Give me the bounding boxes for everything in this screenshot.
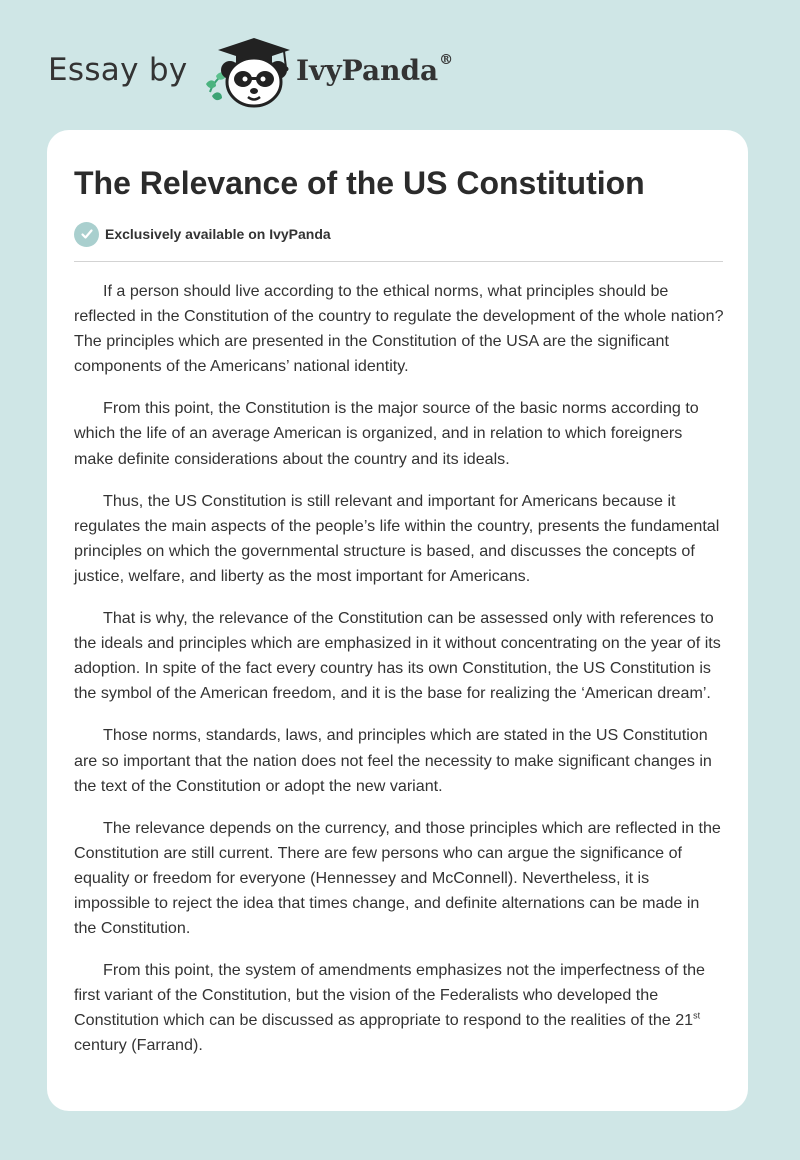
- brand-name[interactable]: [296, 54, 453, 87]
- essay-body: [74, 279, 726, 1076]
- brand-text: IvyPanda: [296, 54, 439, 87]
- paragraph-3: Thus, the US Constitution is still relevant and important for Americans because it regulates the main aspects of the people’s life within the country, presents the fundamental principles on which the governmental structure is based, and discusses the concepts of justice, welfare, and liberty as the most important for Americans.: [74, 491, 720, 585]
- paragraph-5: Those norms, standards, laws, and principles which are stated in the US Constitution are so important that the nation does not feel the necessity to make significant changes in the text of the Constitution or adopt the new variant.: [74, 726, 712, 795]
- exclusive-badge: [74, 221, 331, 247]
- paragraph-7-end: century (Farrand).: [74, 1036, 203, 1055]
- paragraph-4: That is why, the relevance of the Constitution can be assessed only with references to the ideals and principles which are emphasized in it without concentrating on the year of its adoption. In spite of the fact every country has its own Constitution, the US Constitution is the symbol of the American freedom, and it is the base for realizing the ‘American dream’.: [74, 609, 721, 703]
- essay-card: [47, 130, 748, 1111]
- badge-text: Exclusively available on IvyPanda: [105, 226, 331, 242]
- registered-mark: ®: [439, 52, 454, 68]
- paragraph-1: If a person should live according to the ethical norms, what principles should be reflected in the Constitution of the country to regulate the development of the whole nation? The principles which are presented in the Constitution of the USA are the significant components of the Americans’ national identity.: [74, 282, 724, 376]
- page-title: The Relevance of the US Constitution: [74, 165, 645, 201]
- site-header: [0, 0, 800, 130]
- paragraph-7-text: From this point, the system of amendments emphasizes not the imperfectness of the first variant of the Constitution, but the vision of the Federalists who developed the Constitution which can be discussed as appropriate to respond to the realities of the 21: [74, 961, 706, 1030]
- ordinal-suffix: st: [693, 1010, 701, 1021]
- paragraph-7: [74, 958, 726, 1058]
- essay-by-label: Essay by: [48, 52, 188, 88]
- check-circle-icon: [74, 222, 99, 247]
- panda-graduate-icon[interactable]: [200, 36, 292, 110]
- paragraph-2: From this point, the Constitution is the major source of the basic norms according to which the life of an average American is organized, and in relation to which foreigners make definite considerations about the country and its ideals.: [74, 399, 699, 468]
- paragraph-6: The relevance depends on the currency, and those principles which are reflected in the Constitution are still current. There are few persons who can argue the significance of equality or freedom for everyone (Hennessey and McConnell). Nevertheless, it is impossible to reject the idea that times change, and definite alternations can be made in the Constitution.: [74, 818, 721, 938]
- divider: [74, 261, 723, 262]
